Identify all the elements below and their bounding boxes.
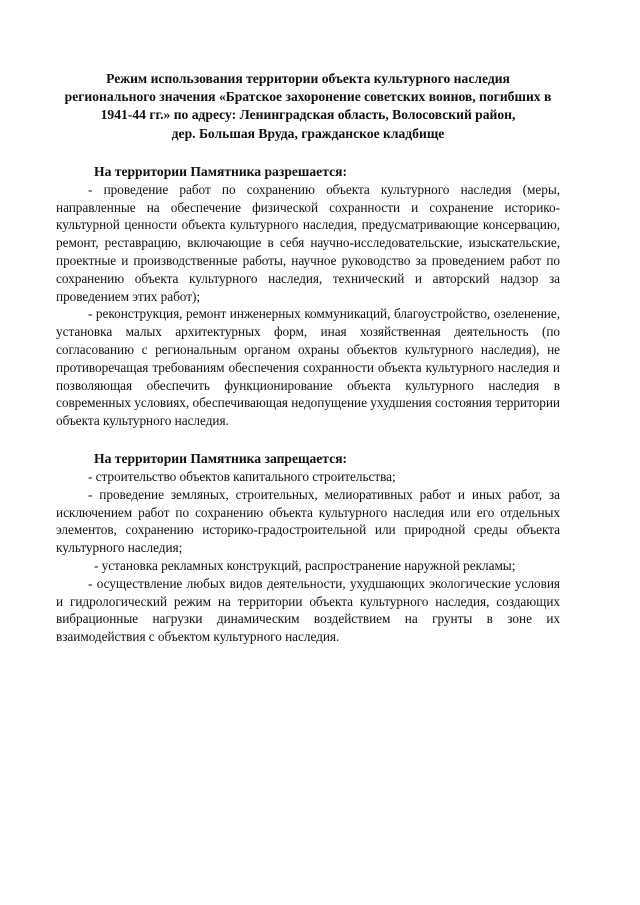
allowed-item: - проведение работ по сохранению объекта культурного наследия (меры, направленные на обеспечение физической сохранности и сохранение историко-культурной ценности объекта культурного наследия, предусматривающие консервацию, ремонт, реставрацию, включающие в себя научно-исследовательские, изыскательские, проектные и производственные работы, научное руководство за проведением работ по сохранению объекта культурного наследия, технический и авторский надзор за проведением этих работ); [56,181,560,304]
prohibited-heading: На территории Памятника запрещается: [94,450,348,466]
allowed-section [56,163,560,430]
title-line: дер. Большая Вруда, гражданское кладбище [171,125,445,141]
prohibited-section [56,450,560,646]
prohibited-item: - проведение земляных, строительных, мелиоративных работ и иных работ, за исключением работ по сохранению объекта культурного наследия или его отдельных элементов, сохранению историко-градостроительной или природной среды объекта культурного наследия; [56,486,560,556]
prohibited-item: - установка рекламных конструкций, распространение наружной рекламы; [94,557,516,573]
prohibited-item: - строительство объектов капитального строительства; [88,468,396,484]
title-line: 1941-44 гг.» по адресу: Ленинградская область, Волосовский район, [100,107,516,123]
allowed-item: - реконструкция, ремонт инженерных коммуникаций, благоустройство, озеленение, установка малых архитектурных форм, иная хозяйственная деятельность (по согласованию с региональным органом охраны объектов культурного наследия), не противоречащая требованиям обеспечения сохранности объекта культурного наследия и позволяющая обеспечить функционирование объекта культурного наследия в современных условиях, обеспечивающая недопущение ухудшения состояния территории объекта культурного наследия. [56,306,560,429]
prohibited-item: - осуществление любых видов деятельности, ухудшающих экологические условия и гидрологический режим на территории объекта культурного наследия, создающих вибрационные нагрузки динамическим воздействием на грунты в зоне их взаимодействия с объектом культурного наследия. [56,575,560,645]
title-line: Режим использования территории объекта культурного наследия [106,71,510,86]
allowed-heading: На территории Памятника разрешается: [94,163,347,179]
title-line: регионального значения «Братское захоронение советских воинов, погибших в [64,89,552,105]
document-page [56,70,560,646]
document-title [56,70,560,143]
